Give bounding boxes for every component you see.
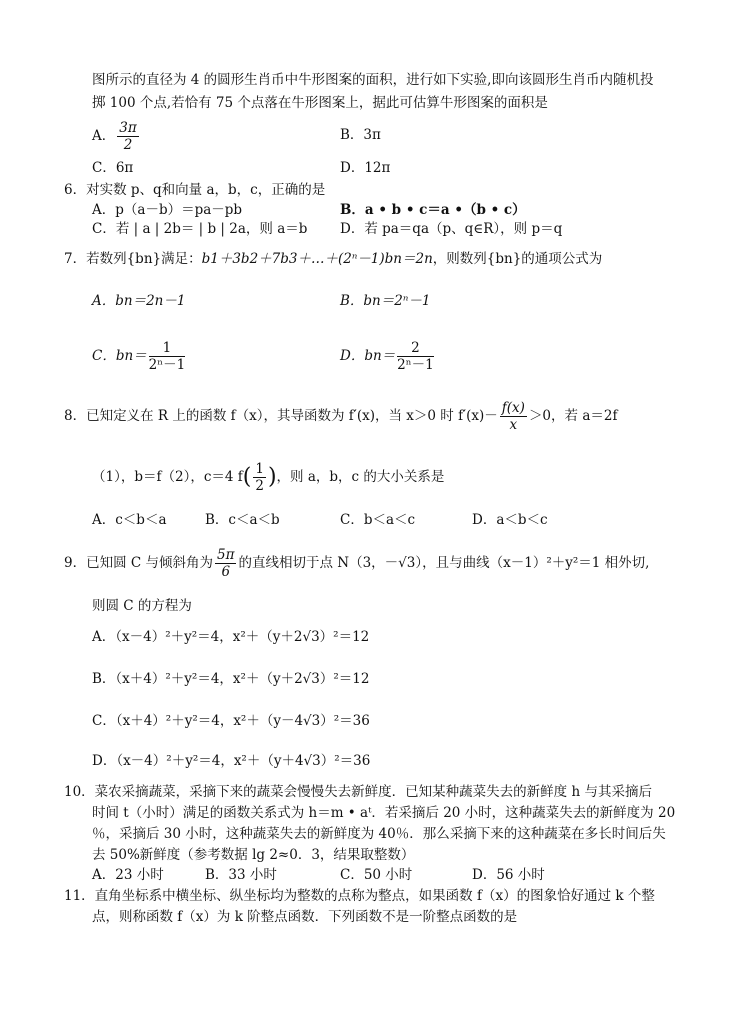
q8-option-c: C．b＜a＜c: [340, 512, 416, 528]
q7-option-d: [340, 336, 436, 376]
q10-option-b: B．33 小时: [205, 867, 277, 883]
q8-option-d: D．a＜b＜c: [472, 512, 548, 528]
q10-line4: 去 50%新鲜度（参考数据 lg 2≈0．3，结果取整数）: [92, 847, 415, 863]
fraction-denominator: x: [509, 417, 518, 433]
q9-line2: 则圆 C 的方程为: [92, 598, 192, 614]
fraction-denominator: 2: [123, 137, 133, 153]
stem-text: 的直线相切于点 N（3，－√3），且与曲线（x－1）²＋y²＝1 相外切,: [238, 555, 650, 571]
fraction-numerator: 2: [397, 340, 434, 357]
fraction-numerator: 5π: [217, 547, 235, 563]
fraction-denominator: 2ⁿ－1: [397, 357, 434, 373]
recurrence-formula: b1＋3b2＋7b3＋…＋(2ⁿ－1)bn＝2n: [201, 251, 433, 267]
fraction: [397, 340, 434, 373]
q9-option-c: C．（x＋4）²＋y²＝4，x²＋（y－4√3）²＝36: [92, 713, 370, 729]
q6-option-a: A．p（a－b）＝pa－pb: [92, 202, 243, 218]
q10-line2: 时间 t（小时）满足的函数关系式为 h＝m • aᵗ．若采摘后 20 小时，这种蔬菜失去的新鲜度为 20: [92, 805, 676, 821]
option-label: C．bn＝: [92, 348, 147, 364]
q5-line2: 掷 100 个点,若恰有 75 个点落在牛形图案上，据此可估算牛形图案的面积是: [92, 95, 548, 111]
q6-stem: 6．对实数 p、q和向量 a，b，c，正确的是: [64, 182, 326, 198]
open-paren: (: [242, 464, 252, 490]
q11-line2: 点，则称函数 f（x）为 k 阶整点函数．下列函数不是一阶整点函数的是: [92, 909, 518, 925]
q7-option-b: B．bn＝2ⁿ－1: [340, 293, 431, 309]
close-paren: ): [267, 464, 277, 490]
fraction: [253, 461, 266, 494]
option-label: A．: [92, 128, 116, 144]
q7-option-a: A．bn＝2n－1: [92, 293, 186, 309]
q10-option-a: A．23 小时: [92, 867, 164, 883]
q6-option-d: D．若 pa＝qa（p、q∈R），则 p＝q: [340, 221, 563, 237]
option-label: D．bn＝: [340, 348, 396, 364]
q9-option-b: B．（x＋4）²＋y²＝4，x²＋（y＋2√3）²＝12: [92, 671, 370, 687]
q7-option-c: [92, 336, 187, 376]
stem-text: 7．若数列{bn}满足：: [64, 251, 202, 267]
q8-stem: [64, 396, 617, 436]
q5-option-c: C．6π: [92, 160, 134, 176]
fraction: [149, 340, 186, 373]
q6-option-b: B．a • b • c＝a •（b • c）: [340, 202, 526, 218]
fraction-numerator: 1: [255, 461, 264, 477]
q6-option-c: C．若 | a | 2b＝ | b | 2a，则 a＝b: [92, 221, 308, 237]
fraction: [215, 547, 236, 580]
stem-text: 8．已知定义在 R 上的函数 f（x），其导函数为 f′(x)，当 x＞0 时 f′(x)－: [64, 408, 498, 424]
q10-option-c: C．50 小时: [340, 867, 413, 883]
stem-text: （1），b＝f（2），c＝4 f: [92, 469, 243, 485]
q5-line1: 图所示的直径为 4 的圆形生肖币中牛形图案的面积，进行如下实验,即向该圆形生肖币内随机投: [92, 72, 654, 88]
q9-option-a: A．（x－4）²＋y²＝4，x²＋（y＋2√3）²＝12: [92, 629, 370, 645]
fraction-numerator: 1: [149, 340, 186, 357]
fraction-numerator: 3π: [119, 120, 137, 136]
q7-stem: [64, 250, 602, 268]
q8-option-a: A．c＜b＜a: [92, 512, 167, 528]
fraction-denominator: 6: [221, 564, 231, 580]
stem-text: ＞0，若 a＝2f: [528, 408, 618, 424]
fraction-denominator: 2: [255, 478, 264, 494]
q10-line1: 10．菜农采摘蔬菜，采摘下来的蔬菜会慢慢失去新鲜度．已知某种蔬菜失去的新鲜度 h 与其采摘后: [64, 784, 652, 800]
fraction: [500, 400, 527, 433]
q8-line2: [92, 457, 444, 498]
q11-line1: 11．直角坐标系中横坐标、纵坐标均为整数的点称为整点，如果函数 f（x）的图象恰好通过 k 个整: [64, 888, 655, 904]
q5-option-d: D．12π: [340, 160, 391, 176]
fraction: [117, 120, 138, 153]
q10-line3: ％，采摘后 30 小时，这种蔬菜失去的新鲜度为 40％．那么采摘下来的这种蔬菜在多长时间后失: [92, 826, 666, 842]
stem-text: ，则数列{bn}的通项公式为: [432, 251, 603, 267]
q8-option-b: B．c＜a＜b: [205, 512, 280, 528]
q9-option-d: D．（x－4）²＋y²＝4，x²＋（y＋4√3）²＝36: [92, 753, 371, 769]
fraction-denominator: 2ⁿ－1: [148, 357, 186, 373]
stem-text: ，则 a，b，c 的大小关系是: [276, 469, 445, 485]
fraction-numerator: f(x): [501, 400, 525, 416]
q10-option-d: D．56 小时: [472, 867, 545, 883]
q5-option-b: B．3π: [340, 127, 381, 143]
q9-stem: [64, 543, 649, 583]
q5-option-a: [92, 116, 141, 156]
stem-text: 9．已知圆 C 与倾斜角为: [64, 555, 214, 571]
